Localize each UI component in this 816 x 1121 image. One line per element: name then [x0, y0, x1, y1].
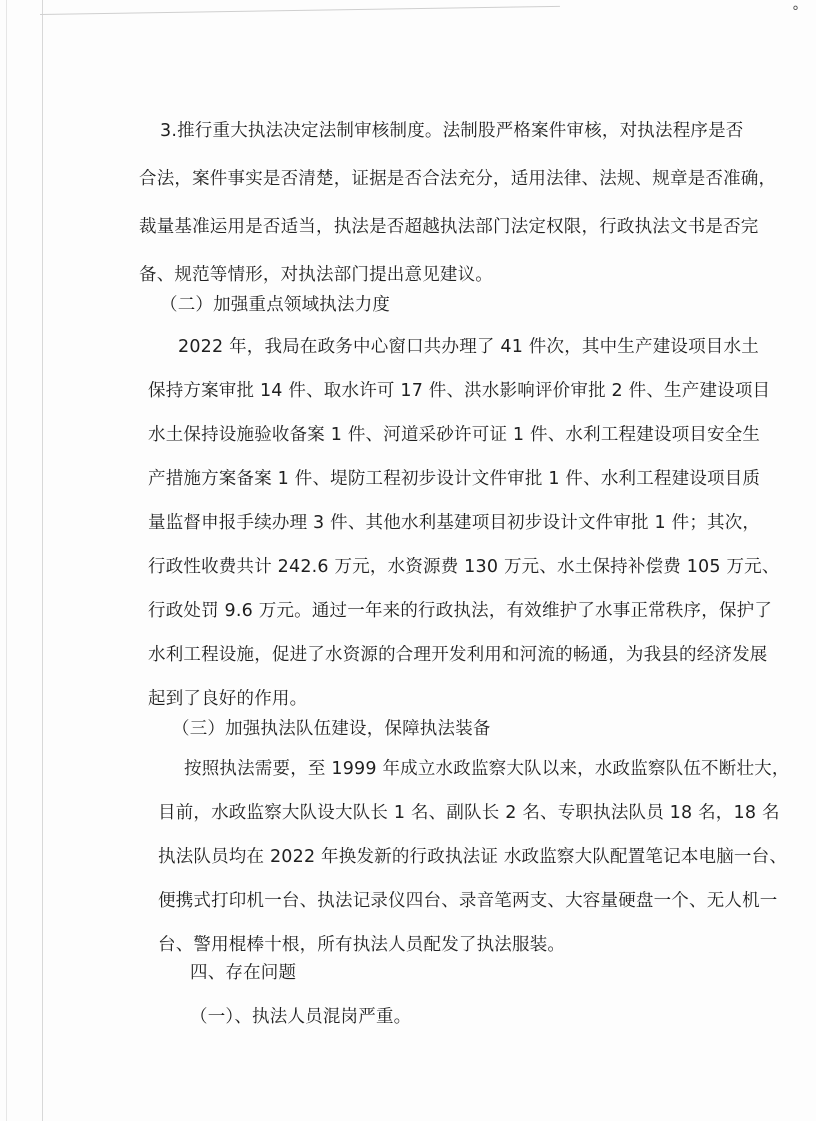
scan-edge-inner [42, 0, 43, 1121]
text-line: 起到了良好的作用。 [148, 689, 308, 709]
heading-text: （三）加强执法队伍建设，保障执法装备 [172, 719, 491, 739]
scan-edge-outer [6, 0, 7, 1121]
heading-text: （一）、执法人员混岗严重。 [190, 1007, 412, 1027]
paragraph-legal-review-line3 [139, 210, 759, 244]
paragraph-legal-review-line4 [139, 258, 493, 292]
sub-heading-1 [190, 1000, 411, 1034]
text-line: 合法，案件事实是否清楚，证据是否合法充分，适用法律、法规、规章是否准确， [139, 169, 777, 189]
text-line: 便携式打印机一台、执法记录仪四台、录音笔两支、大容量硬盘一个、无人机一 [158, 891, 778, 911]
paragraph-team-line3 [158, 840, 787, 874]
text-line: 水利工程设施，促进了水资源的合理开发利用和河流的畅通，为我县的经济发展 [148, 645, 768, 665]
section-heading-2 [160, 288, 390, 322]
paragraph-statistics-line4 [148, 462, 760, 496]
text-line: 备、规范等情形，对执法部门提出意见建议。 [139, 265, 493, 285]
text-line: 行政处罚 9.6 万元。通过一年来的行政执法，有效维护了水事正常秩序，保护了 [148, 601, 773, 621]
paragraph-statistics-line7 [148, 594, 772, 628]
text-line: 目前，水政监察大队设大队长 1 名、副队长 2 名、专职执法队员 18 名，18 名 [158, 803, 780, 823]
text-line: 保持方案审批 14 件、取水许可 17 件、洪水影响评价审批 2 件、生产建设项目 [148, 381, 771, 401]
text-line: 按照执法需要，至 1999 年成立水政监察大队以来，水政监察队伍不断壮大， [184, 759, 790, 779]
paragraph-statistics-line1 [178, 330, 759, 364]
paragraph-statistics-line8 [148, 638, 768, 672]
section-heading-3 [172, 712, 491, 746]
paragraph-team-line1 [184, 752, 790, 786]
paragraph-team-line2 [158, 796, 780, 830]
scan-edge-top [40, 6, 560, 15]
heading-text: （二）加强重点领域执法力度 [160, 295, 391, 315]
text-line: 行政性收费共计 242.6 万元，水资源费 130 万元、水土保持补偿费 105 万元、 [148, 557, 780, 577]
text-line: 量监督申报手续办理 3 件、其他水利基建项目初步设计文件审批 1 件；其次， [148, 513, 761, 533]
paragraph-statistics-line2 [148, 374, 770, 408]
corner-mark: ° [792, 4, 799, 20]
text-line: 3.推行重大执法决定法制审核制度。法制股严格案件审核，对执法程序是否 [160, 121, 744, 141]
paragraph-statistics-line6 [148, 550, 780, 584]
text-line: 执法队员均在 2022 年换发新的行政执法证 水政监察大队配置笔记本电脑一台、 [158, 847, 788, 867]
text-line: 水土保持设施验收备案 1 件、河道采砂许可证 1 件、水利工程建设项目安全生 [148, 425, 761, 445]
paragraph-legal-review-line2 [139, 162, 776, 196]
paragraph-statistics-line9 [148, 682, 307, 716]
text-line: 台、警用棍棒十根，所有执法人员配发了执法服装。 [158, 935, 566, 955]
paragraph-team-line4 [158, 884, 778, 918]
paragraph-statistics-line3 [148, 418, 760, 452]
text-line: 产措施方案备案 1 件、堤防工程初步设计文件审批 1 件、水利工程建设项目质 [148, 469, 761, 489]
paragraph-legal-review [160, 114, 744, 148]
text-line: 裁量基准运用是否适当，执法是否超越执法部门法定权限，行政执法文书是否完 [139, 217, 759, 237]
heading-text: 四、存在问题 [190, 963, 297, 983]
paragraph-statistics-line5 [148, 506, 760, 540]
section-heading-4 [190, 956, 296, 990]
text-line: 2022 年，我局在政务中心窗口共办理了 41 件次，其中生产建设项目水土 [178, 337, 759, 357]
